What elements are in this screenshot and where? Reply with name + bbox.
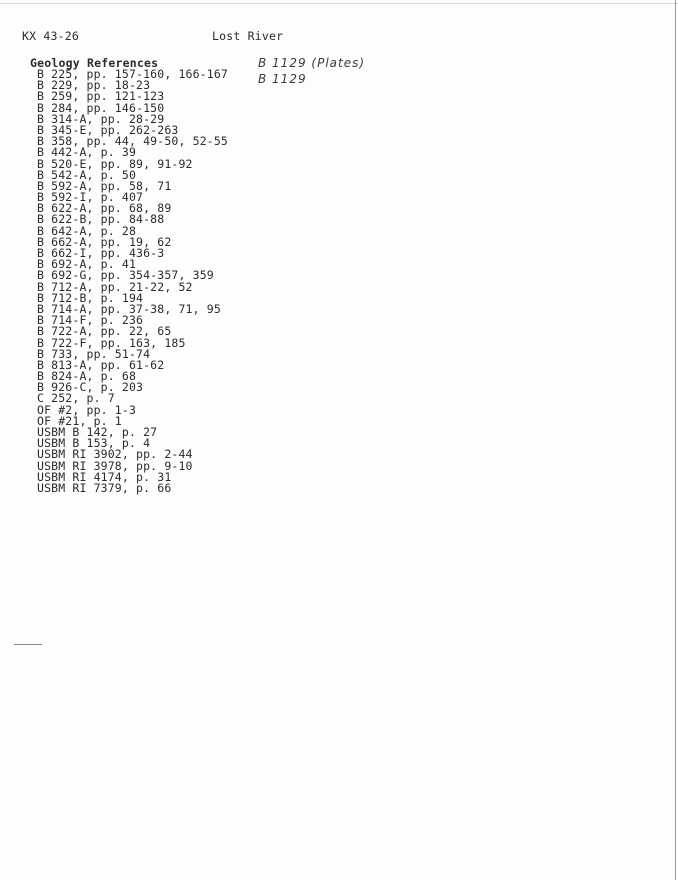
reference-item: B 345-E, pp. 262-263 — [37, 122, 179, 137]
reference-item: USBM RI 7379, p. 66 — [37, 480, 172, 495]
reference-item: USBM RI 3902, pp. 2-44 — [37, 447, 193, 462]
reference-item: B 692-A, p. 41 — [37, 257, 137, 272]
reference-item: B 622-A, pp. 68, 89 — [37, 201, 172, 216]
handwritten-note: B 1129 (Plates) — [258, 56, 366, 70]
reference-item: B 314-A, pp. 28-29 — [37, 111, 165, 126]
section-title: Geology References — [30, 56, 159, 70]
reference-item: B 714-A, pp. 37-38, 71, 95 — [37, 301, 221, 316]
reference-item: B 714-F, p. 236 — [37, 313, 144, 328]
reference-item: B 813-A, pp. 61-62 — [37, 357, 165, 372]
reference-item: B 592-A, pp. 58, 71 — [37, 178, 172, 193]
reference-item: B 733, pp. 51-74 — [37, 346, 151, 361]
reference-item: B 622-B, pp. 84-88 — [37, 212, 165, 227]
reference-item: B 722-F, pp. 163, 185 — [37, 335, 186, 350]
document-title: Lost River — [212, 29, 284, 43]
reference-item: B 642-A, p. 28 — [37, 223, 137, 238]
reference-item: B 225, pp. 157-160, 166-167 — [37, 67, 228, 81]
reference-item: OF #2, pp. 1-3 — [37, 402, 137, 417]
reference-item: B 284, pp. 146-150 — [37, 100, 165, 115]
reference-item: B 712-A, pp. 21-22, 52 — [37, 279, 193, 294]
reference-item: B 229, pp. 18-23 — [37, 78, 151, 93]
reference-item: B 926-C, p. 203 — [37, 380, 144, 395]
page-right-edge — [675, 0, 676, 880]
reference-item: B 442-A, p. 39 — [37, 145, 137, 160]
reference-item: B 259, pp. 121-123 — [37, 89, 165, 104]
reference-item: USBM B 153, p. 4 — [37, 436, 151, 451]
handwritten-note: B 1129 — [258, 72, 307, 86]
reference-item: B 662-I, pp. 436-3 — [37, 246, 165, 260]
reference-item: C 252, p. 7 — [37, 391, 115, 406]
reference-item: USBM RI 4174, p. 31 — [37, 469, 172, 484]
reference-item: B 824-A, p. 68 — [37, 369, 137, 384]
document-id: KX 43-26 — [22, 29, 79, 43]
reference-item: B 662-A, pp. 19, 62 — [37, 234, 172, 249]
reference-item: B 692-G, pp. 354-357, 359 — [37, 268, 214, 283]
reference-item: USBM RI 3978, pp. 9-10 — [37, 458, 193, 473]
reference-item: OF #21, p. 1 — [37, 413, 122, 428]
margin-mark — [14, 644, 42, 645]
reference-list — [37, 69, 228, 494]
reference-item: B 722-A, pp. 22, 65 — [37, 324, 172, 339]
reference-item: B 592-I, p. 407 — [37, 190, 144, 205]
reference-item: B 358, pp. 44, 49-50, 52-55 — [37, 134, 228, 149]
reference-item: B 542-A, p. 50 — [37, 167, 137, 182]
reference-item: USBM B 142, p. 27 — [37, 425, 158, 439]
reference-item: B 520-E, pp. 89, 91-92 — [37, 156, 193, 171]
page-top-edge — [0, 3, 678, 4]
reference-item: B 712-B, p. 194 — [37, 290, 144, 305]
